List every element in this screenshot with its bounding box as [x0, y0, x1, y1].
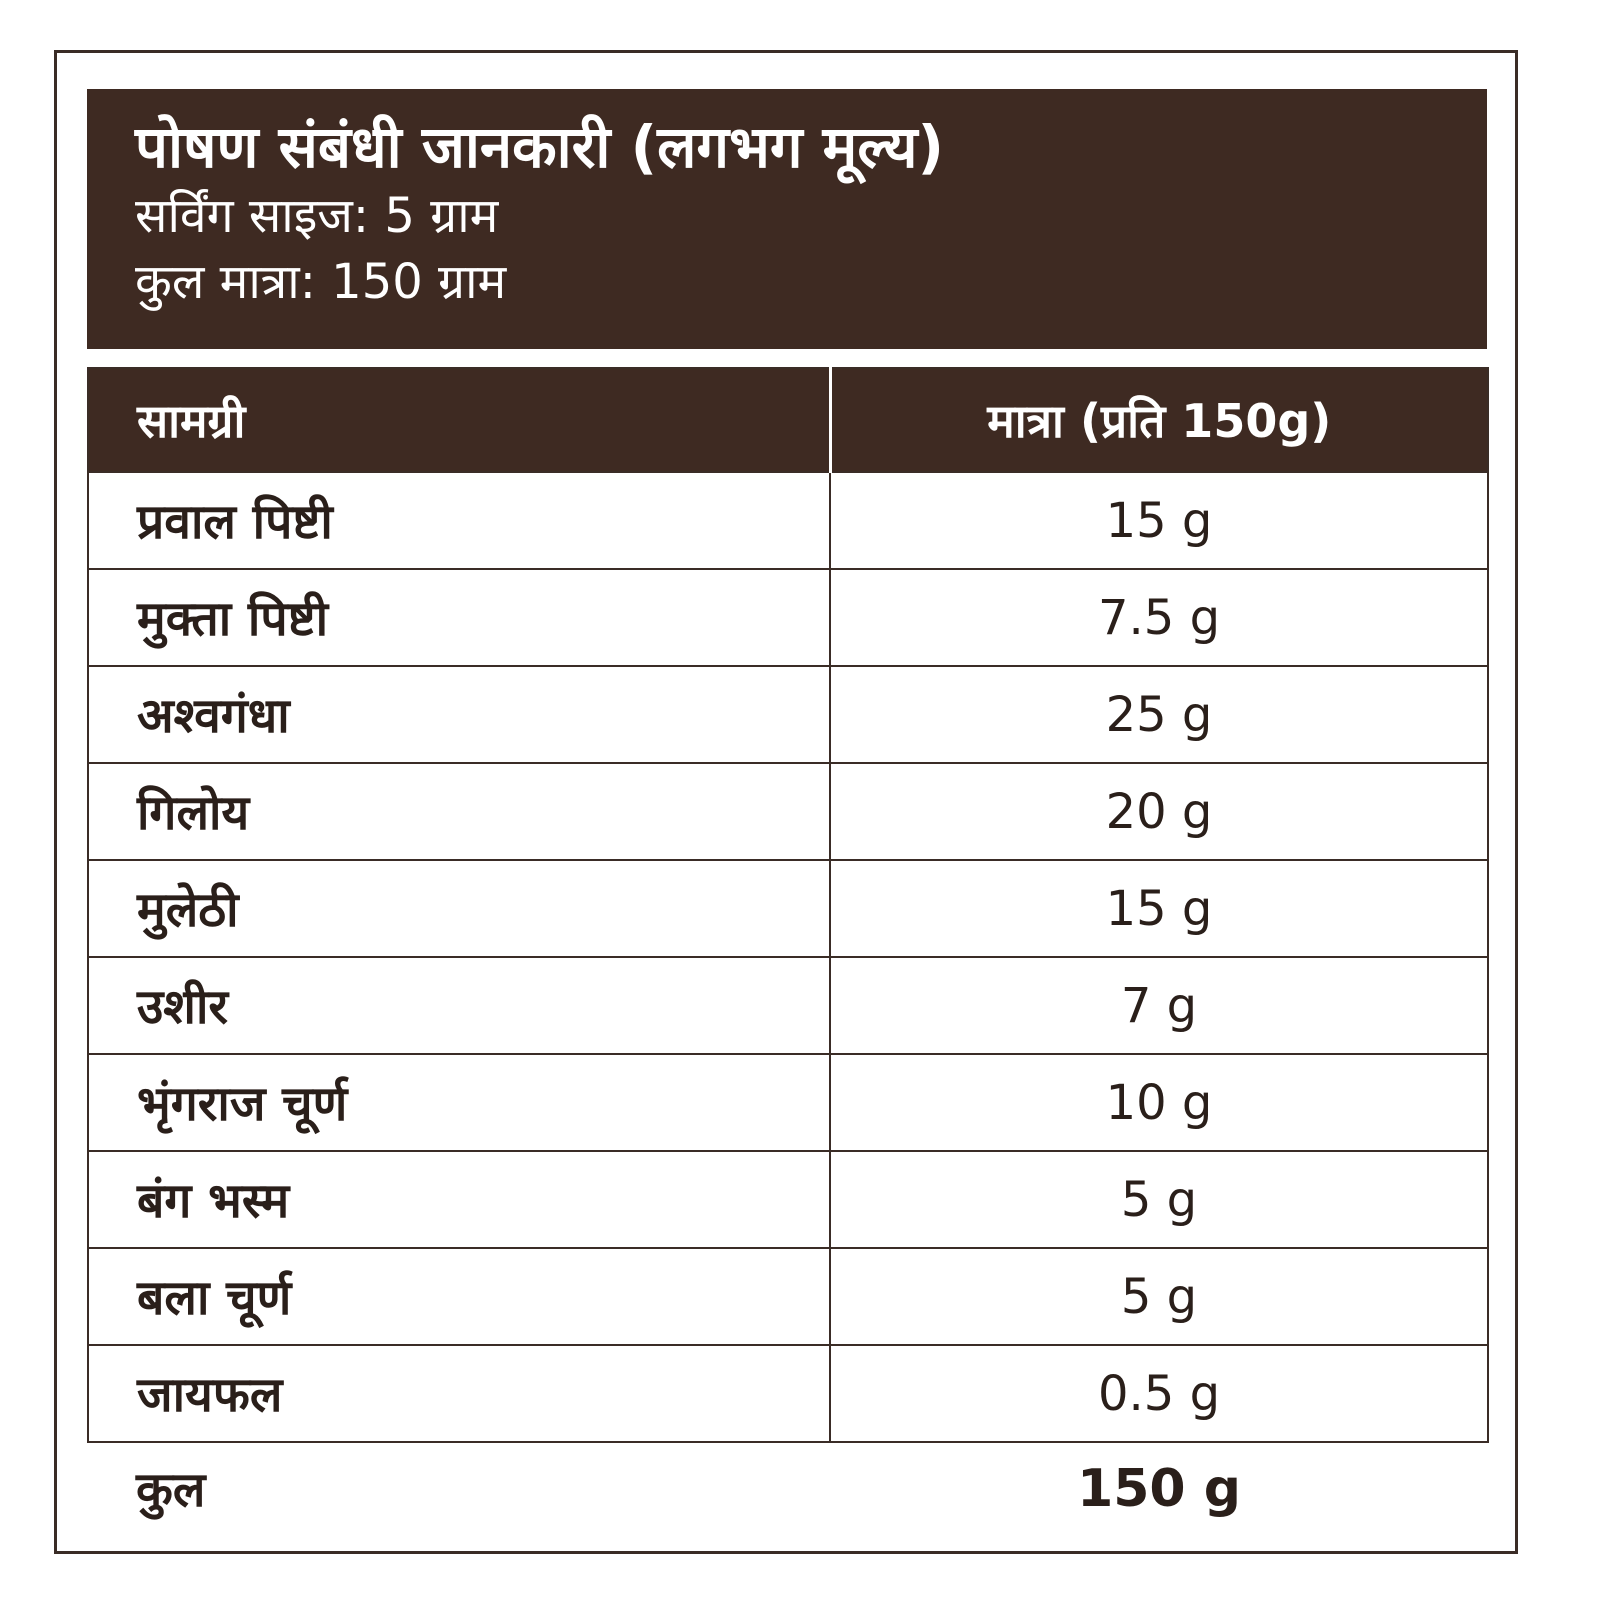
ingredient-name: भृंगराज चूर्ण — [88, 1054, 830, 1151]
table-row — [88, 957, 1488, 1054]
header-title: पोषण संबंधी जानकारी (लगभग मूल्य) — [135, 113, 945, 181]
ingredient-name: गिलोय — [88, 763, 830, 860]
ingredient-name: जायफल — [88, 1345, 830, 1442]
nutrition-header — [87, 89, 1487, 349]
total-quantity-value: 150 g — [1077, 1458, 1241, 1519]
ingredient-quantity: 25 g — [830, 666, 1488, 763]
nutrition-label-frame — [54, 50, 1518, 1554]
ingredient-name: बला चूर्ण — [88, 1248, 830, 1345]
ingredient-quantity: 10 g — [830, 1054, 1488, 1151]
ingredient-name: प्रवाल पिष्टी — [88, 472, 830, 569]
table-row — [88, 1345, 1488, 1442]
total-row — [88, 1442, 1488, 1534]
table-row — [88, 860, 1488, 957]
ingredient-quantity: 5 g — [830, 1151, 1488, 1248]
table-row — [88, 666, 1488, 763]
table-row — [88, 472, 1488, 569]
ingredient-name: मुलेठी — [88, 860, 830, 957]
ingredients-table — [87, 367, 1489, 1534]
ingredients-table-wrap — [87, 367, 1487, 1534]
ingredient-quantity: 15 g — [830, 860, 1488, 957]
ingredient-name: बंग भस्म — [88, 1151, 830, 1248]
ingredient-name: अश्वगंधा — [88, 666, 830, 763]
table-row — [88, 1054, 1488, 1151]
column-header-ingredient: सामग्री — [88, 368, 830, 472]
ingredient-quantity: 20 g — [830, 763, 1488, 860]
column-header-quantity: मात्रा (प्रति 150g) — [830, 368, 1488, 472]
table-row — [88, 569, 1488, 666]
ingredient-quantity: 7.5 g — [830, 569, 1488, 666]
total-quantity: कुल मात्रा: 150 ग्राम — [135, 254, 507, 310]
serving-size: सर्विंग साइज: 5 ग्राम — [135, 188, 499, 244]
table-row — [88, 1248, 1488, 1345]
total-label: कुल — [136, 1462, 206, 1518]
ingredient-quantity: 7 g — [830, 957, 1488, 1054]
ingredient-name: उशीर — [88, 957, 830, 1054]
table-header-row — [88, 368, 1488, 472]
ingredient-quantity: 15 g — [830, 472, 1488, 569]
table-row — [88, 763, 1488, 860]
table-row — [88, 1151, 1488, 1248]
ingredient-quantity: 5 g — [830, 1248, 1488, 1345]
ingredient-name: मुक्ता पिष्टी — [88, 569, 830, 666]
ingredient-quantity: 0.5 g — [830, 1345, 1488, 1442]
